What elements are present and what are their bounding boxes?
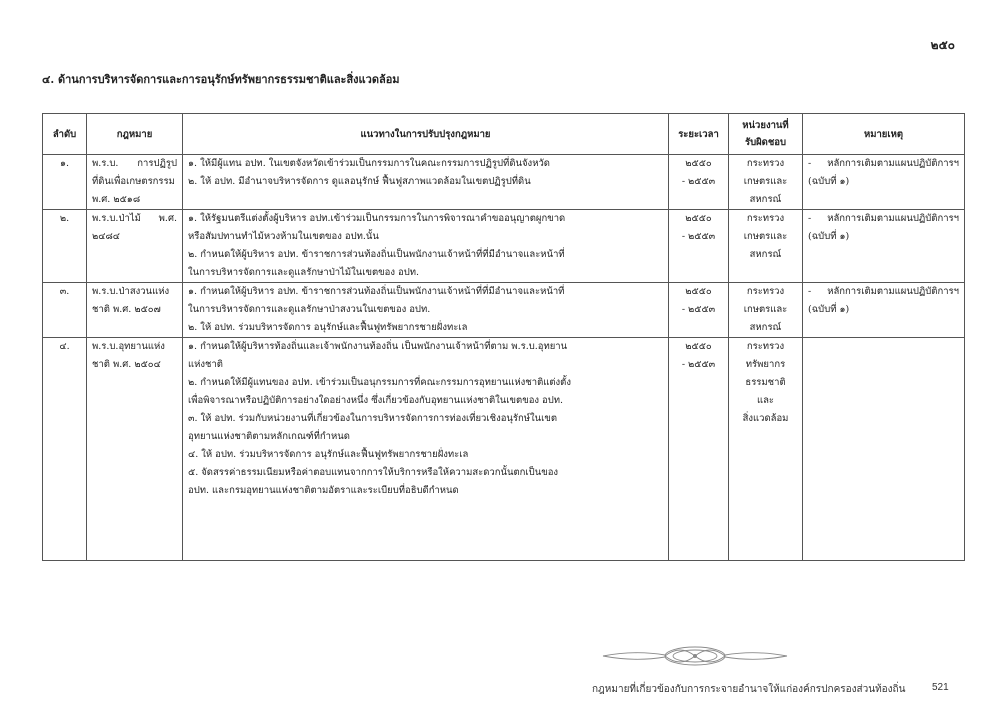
guideline-cell [183,338,669,561]
header-agency-line: รับผิดชอบ [744,137,787,148]
agency-line: สหกรณ์ [749,322,782,333]
law-name: พ.ร.บ.อุทยานแห่งชาติ พ.ศ. ๒๕๐๔ [87,338,183,561]
table-row [43,338,965,561]
agency-line: และ [756,395,775,406]
section-title: ๔. ด้านการบริหารจัดการและการอนุรักษ์ทรัพยากรธรรมชาติและสิ่งแวดล้อม [42,73,400,86]
guideline-line: อปท. และกรมอุทยานแห่งชาติตามอัตราและระเบียบที่อธิบดีกำหนด [188,485,459,496]
row-number: ๔. [43,338,87,561]
header-law: กฎหมาย [87,114,183,155]
header-period: ระยะเวลา [669,114,729,155]
guideline-cell [183,210,669,283]
footer-page-number: 521 [932,682,949,693]
period-cell [669,210,729,283]
agency-line: ธรรมชาติ [745,377,786,388]
agency-line: เกษตรและ [743,176,788,187]
period-line: ๒๕๕๐ [685,213,712,224]
header-remark: หมายเหตุ [803,114,965,155]
guideline-line: แห่งชาติ [188,359,223,370]
guideline-line: อุทยานแห่งชาติตามหลักเกณฑ์ที่กำหนด [188,431,350,442]
header-guideline: แนวทางในการปรับปรุงกฎหมาย [183,114,669,155]
guideline-line: ๒. ให้ อปท. มีอำนาจบริหารจัดการ ดูแลอนุรักษ์ ฟื้นฟูสภาพแวดล้อมในเขตปฏิรูปที่ดิน [188,176,531,187]
agency-line: สหกรณ์ [749,249,782,260]
agency-line: ทรัพยากร [745,359,786,370]
row-number: ๓. [43,283,87,338]
period-line: - ๒๕๕๓ [681,231,716,242]
guideline-cell [183,155,669,210]
agency-line: กระทรวง [746,341,785,352]
period-cell [669,283,729,338]
guideline-line: ๑. ให้มีผู้แทน อปท. ในเขตจังหวัดเข้าร่วมเป็นกรรมการในคณะกรรมการปฏิรูปที่ดินจังหวัด [188,158,550,169]
agency-line: เกษตรและ [743,304,788,315]
law-improvement-table [42,113,965,561]
table-row [43,283,965,338]
period-line: ๒๕๕๐ [685,286,712,297]
decorative-divider-icon [595,640,795,672]
period-line: - ๒๕๕๓ [681,304,716,315]
period-line: ๒๕๕๐ [685,158,712,169]
guideline-line: ๑. กำหนดให้ผู้บริหารท้องถิ่นและเจ้าพนักงานท้องถิ่น เป็นพนักงานเจ้าหน้าที่ตาม พ.ร.บ.อุทยาน [188,341,568,352]
period-cell [669,338,729,561]
law-name: พ.ร.บ. การปฏิรูปที่ดินเพื่อเกษตรกรรม พ.ศ. ๒๕๑๘ [87,155,183,210]
guideline-line: ในการบริหารจัดการและดูแลรักษาป่าไม้ในเขตของ อปท. [188,267,420,278]
guideline-line: ๑. ให้รัฐมนตรีแต่งตั้งผู้บริหาร อปท.เข้าร่วมเป็นกรรมการในการพิจารณาคำขออนุญาตผูกขาด [188,213,566,224]
table-row [43,210,965,283]
row-number: ๑. [43,155,87,210]
guideline-line: ๑. กำหนดให้ผู้บริหาร อปท. ข้าราชการส่วนท้องถิ่นเป็นพนักงานเจ้าหน้าที่ที่มีอำนาจและหน้าที่ [188,286,565,297]
guideline-line: เพื่อพิจารณาหรือปฏิบัติการอย่างใดอย่างหนึ่ง ซึ่งเกี่ยวข้องกับอุทยานแห่งชาติในเขตของ อปท. [188,395,564,406]
header-agency [729,114,803,155]
table-row [43,155,965,210]
header-number: ลำดับ [43,114,87,155]
footer-book-title: กฎหมายที่เกี่ยวข้องกับการกระจายอำนาจให้แก่องค์กรปกครองส่วนท้องถิ่น [592,684,906,695]
agency-line: เกษตรและ [743,231,788,242]
period-cell [669,155,729,210]
agency-line: กระทรวง [746,213,785,224]
period-line: - ๒๕๕๓ [681,359,716,370]
header-agency-line: หน่วยงานที่ [742,120,789,131]
agency-line: สิ่งแวดล้อม [742,413,789,424]
agency-cell [729,338,803,561]
remark-cell: - หลักการเติมตามแผนปฏิบัติการฯ (ฉบับที่ ๑) [803,210,965,283]
table-body [43,155,965,561]
law-name: พ.ร.บ.ป่าสงวนแห่งชาติ พ.ศ. ๒๕๐๗ [87,283,183,338]
row-number: ๒. [43,210,87,283]
guideline-line: ในการบริหารจัดการและดูแลรักษาป่าสงวนในเขตของ อปท. [188,304,431,315]
guideline-line: ๒. กำหนดให้มีผู้แทนของ อปท. เข้าร่วมเป็นอนุกรรมการที่คณะกรรมการอุทยานแห่งชาติแต่งตั้ง [188,377,571,388]
agency-cell [729,283,803,338]
law-name: พ.ร.บ.ป่าไม้ พ.ศ. ๒๔๘๔ [87,210,183,283]
agency-line: กระทรวง [746,158,785,169]
remark-cell: - หลักการเติมตามแผนปฏิบัติการฯ (ฉบับที่ ๑) [803,283,965,338]
period-line: - ๒๕๕๓ [681,176,716,187]
table-header-row [43,114,965,155]
agency-cell [729,155,803,210]
page-number: ๒๕๐ [930,38,955,52]
guideline-cell [183,283,669,338]
remark-cell: - หลักการเติมตามแผนปฏิบัติการฯ (ฉบับที่ ๑) [803,155,965,210]
period-line: ๒๕๕๐ [685,341,712,352]
guideline-line: ๒. ให้ อปท. ร่วมบริหารจัดการ อนุรักษ์และฟื้นฟูทรัพยากรชายฝั่งทะเล [188,322,468,333]
guideline-line: ๓. ให้ อปท. ร่วมกับหน่วยงานที่เกี่ยวข้องในการบริหารจัดการการท่องเที่ยวเชิงอนุรักษ์ในเขต [188,413,558,424]
agency-cell [729,210,803,283]
agency-line: สหกรณ์ [749,194,782,205]
remark-cell [803,338,965,561]
guideline-line: ๔. ให้ อปท. ร่วมบริหารจัดการ อนุรักษ์และฟื้นฟูทรัพยากรชายฝั่งทะเล [188,449,469,460]
guideline-line: ๒. กำหนดให้ผู้บริหาร อปท. ข้าราชการส่วนท้องถิ่นเป็นพนักงานเจ้าหน้าที่ที่มีอำนาจและหน้าที่ [188,249,565,260]
agency-line: กระทรวง [746,286,785,297]
guideline-line: ๕. จัดสรรค่าธรรมเนียมหรือค่าตอบแทนจากการให้บริการหรือให้ความสะดวกนั้นตกเป็นของ [188,467,559,478]
guideline-line: หรือสัมปทานทำไม้หวงห้ามในเขตของ อปท.นั้น [188,231,379,242]
